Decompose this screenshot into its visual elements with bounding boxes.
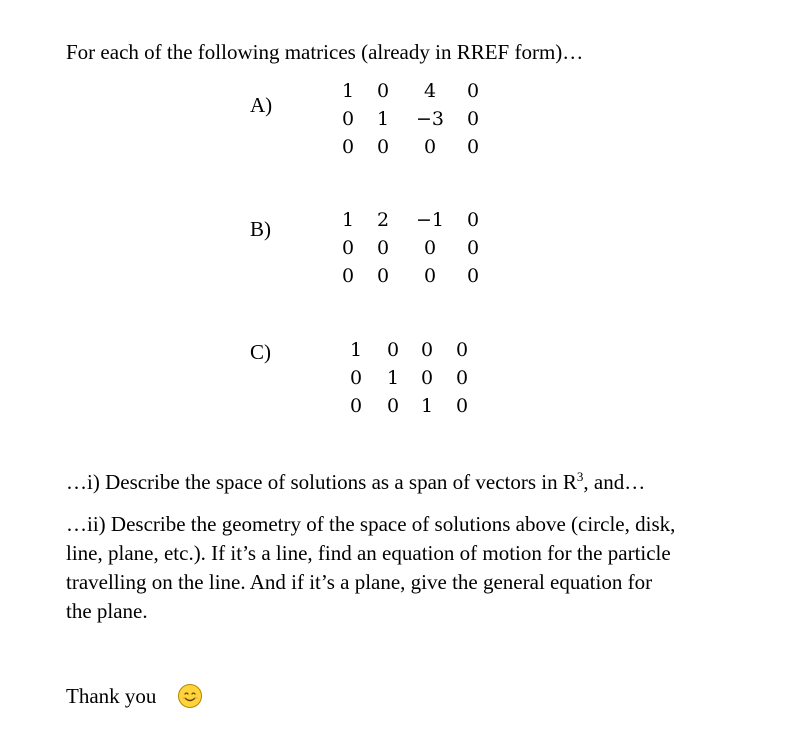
matrix-cell: −1 [415,209,444,231]
matrix-cell: 0 [341,108,355,130]
matrix-cell: 0 [466,209,480,231]
part-ii-line: the plane. [66,599,148,623]
matrix-cell: 0 [376,237,390,259]
matrix-c-label: C) [250,340,271,364]
matrix-cell: 0 [341,265,355,287]
matrix-cell: 4 [423,80,437,102]
matrix-cell: 0 [341,237,355,259]
matrix-cell: 2 [376,209,390,231]
part-i-after: , and… [583,470,646,494]
matrix-cell: 0 [386,339,400,361]
matrix-cell: 1 [349,339,363,361]
matrix-a-label: A) [250,93,273,117]
thanks-text: Thank you [66,684,157,708]
matrix-cell: 0 [466,80,480,102]
matrix-cell: 0 [455,339,469,361]
matrix-cell: 0 [420,339,434,361]
matrix-cell: 0 [466,265,480,287]
matrix-cell: 0 [423,265,437,287]
part-i-before: …i) Describe the space of solutions as a span of vectors in R [66,470,577,494]
matrix-cell: 0 [466,136,480,158]
part-i-text [66,469,646,494]
part-i-superscript: 3 [576,469,584,484]
matrix-cell: 0 [466,108,480,130]
matrix-cell: 0 [376,80,390,102]
matrix-cell: −3 [415,108,444,130]
matrix-cell: 0 [376,136,390,158]
matrix-cell: 1 [386,367,400,389]
matrix-cell: 0 [423,136,437,158]
matrix-cell: 0 [386,395,400,417]
part-ii-line: …ii) Describe the geometry of the space of solutions above (circle, disk, [66,512,676,536]
matrix-cell: 1 [376,108,390,130]
matrix-cell: 1 [341,80,355,102]
intro-text: For each of the following matrices (already in RREF form)… [66,40,584,64]
matrix-cell: 1 [341,209,355,231]
matrix-cell: 0 [376,265,390,287]
matrix-cell: 0 [420,367,434,389]
part-ii-line: line, plane, etc.). If it’s a line, find an equation of motion for the particle [66,541,671,565]
part-ii-line: travelling on the line. And if it’s a plane, give the general equation for [66,570,653,594]
matrix-cell: 0 [455,367,469,389]
matrix-cell: 0 [341,136,355,158]
matrix-cell: 0 [466,237,480,259]
matrix-cell: 1 [420,395,434,417]
matrix-cell: 0 [349,367,363,389]
smiling-face-icon [178,684,202,708]
matrix-b-label: B) [250,217,271,241]
matrix-cell: 0 [423,237,437,259]
matrix-cell: 0 [349,395,363,417]
matrix-cell: 0 [455,395,469,417]
